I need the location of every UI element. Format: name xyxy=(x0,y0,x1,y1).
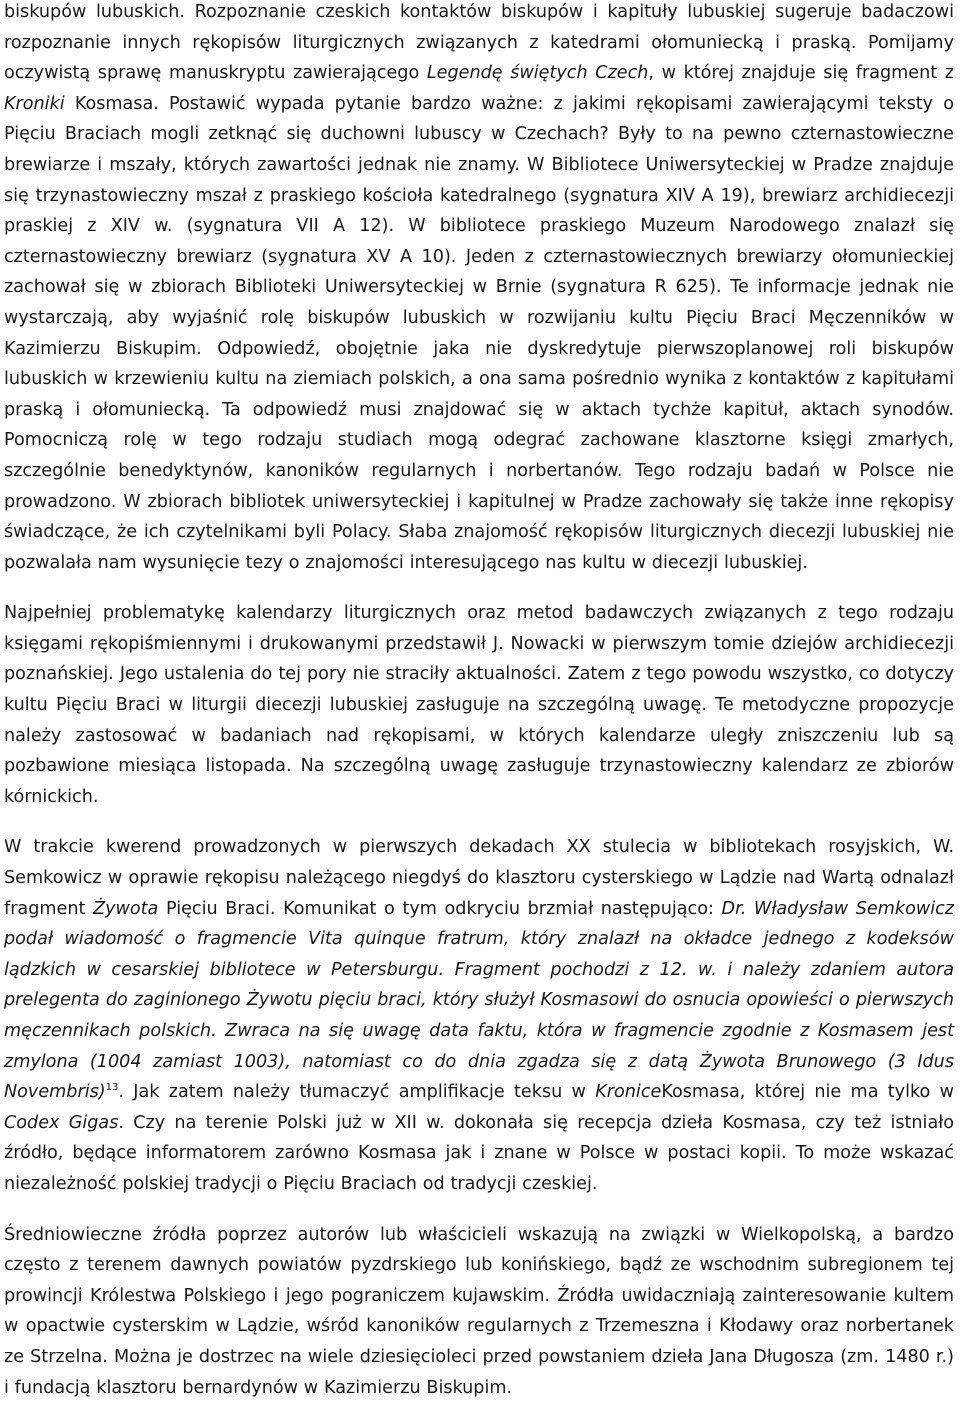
body-text: biskupów lubuskich. Rozpoznanie czeskich kontaktów biskupów i kapituły lubuskiej sugeruje badaczowi rozpoznanie innych rękopisów liturgicznych związanych z katedrami ołomuniecką i praską. Pomijamy oczywistą sprawę manuskryptu zawierającego xyxy=(4,2,954,84)
body-text: Kosmasa. Postawić wypada pytanie bardzo ważne: z jakimi rękopisami zawierającymi teksty o Pięciu Braciach mogli zetknąć się duchowni lubuscy w Czechach? Były to na pewno czternastowieczne brewiarze i mszały, których zawartości jednak nie znamy. W Bibliotece Uniwersyteckiej w Pradze znajduje się trzynastowieczny mszał z praskiego kościoła katedralnego (sygnatura XIV A 19), brewiarz archidiecezji praskiej z XIV w. (sygnatura VII A 12). W bibliotece praskiego Muzeum Narodowego znalazł się czternastowieczny brewiarz (sygnatura XV A 10). Jeden z czternastowiecznych brewiarzy ołomunieckiej zachował się w zbiorach Biblioteki Uniwersyteckiej w Brnie (sygnatura R 625). Te informacje jednak nie wystarczają, aby wyjaśnić rolę biskupów lubuskich w rozwijaniu kultu Pięciu Braci Męczenników w Kazimierzu Biskupim. Odpowiedź, obojętnie jaka nie dyskredytuje pierwszoplanowej roli biskupów lubuskich w krzewieniu kultu na ziemiach polskich, a ona sama pośrednio wynika z kontaktów z kapitułami praską i ołomuniecką. Ta odpowiedź musi znajdować się w aktach tychże kapituł, aktach synodów. Pomocniczą rolę w tego rodzaju studiach mogą odegrać zachowane klasztorne księgi zmarłych, szczególnie benedyktynów, kanoników regularnych i norbertanów. Tego rodzaju badań w Polsce nie prowadzono. W zbiorach bibliotek uniwersyteckiej i kapitulnej w Pradze zachowały się także inne rękopisy świadczące, że ich czytelnikami byli Polacy. Słaba znajomość rękopisów liturgicznych diecezji lubuskiej nie pozwalała nam wysunięcie tezy o znajomości interesującego nas kultu w diecezji lubuskiej. xyxy=(4,93,954,573)
body-text: . Jak zatem należy tłumaczyć amplifikacje teksu w xyxy=(118,1082,596,1103)
paragraph xyxy=(4,1220,954,1403)
body-text: . Czy na terenie Polski już w XII w. dokonała się recepcja dzieła Kosmasa, czy też istniało źródło, będące informatorem zarówno Kosmasa jak i znane w Polsce w postaci kopii. To może wskazać niezależność polskiej tradycji o Pięciu Braciach od tradycji czeskiej. xyxy=(4,1112,954,1194)
italic-text: Legendę świętych Czech xyxy=(426,63,649,84)
italic-text: Kronice xyxy=(595,1082,662,1103)
body-text: Pięciu Braci. Komunikat o tym odkryciu brzmiał następująco: xyxy=(158,898,722,919)
italic-text: Kroniki xyxy=(4,93,65,114)
body-text: Średniowieczne źródła poprzez autorów lub właścicieli wskazują na związki w Wielkopolską, a bardzo często z terenem dawnych powiatów pyzdrskiego lub konińskiego, bądź ze wschodnim subregionem tej prowincji Królestwa Polskiego i jego pograniczem kujawskim. Źródła uwidaczniają zainteresowanie kultem w opactwie cysterskim w Lądzie, wśród kanoników regularnych z Trzemeszna i Kłodawy oraz norbertanek ze Strzelna. Można je dostrzec na wiele dziesięcioleci przed powstaniem dzieła Jana Długosza (zm. 1480 r.) i fundacją klasztoru bernardynów w Kazimierzu Biskupim. xyxy=(4,1224,954,1398)
document-page xyxy=(4,0,954,1403)
body-text: Najpełniej problematykę kalendarzy liturgicznych oraz metod badawczych związanych z tego rodzaju księgami rękopiśmiennymi i drukowanymi przedstawił J. Nowacki w pierwszym tomie dziejów archidiecezji poznańskiej. Jego ustalenia do tej pory nie straciły aktualności. Zatem z tego powodu wszystko, co dotyczy kultu Pięciu Braci w liturgii diecezji lubuskiej zasługuje na szczególną uwagę. Te metodyczne propozycje należy zastosować w badaniach nad rękopisami, w których kalendarze uległy zniszczeniu lub są pozbawione miesiąca listopada. Na szczególną uwagę zasługuje trzynastowieczny kalendarz ze zbiorów kórnickich. xyxy=(4,603,954,807)
paragraph xyxy=(4,832,954,1199)
body-text: Kosmasa, której nie ma tylko w xyxy=(661,1082,954,1103)
italic-text: Żywota xyxy=(93,898,159,919)
paragraph xyxy=(4,0,954,578)
body-text: , w której znajduje się fragment z xyxy=(648,63,954,84)
body-text: W trakcie kwerend prowadzonych w pierwszych dekadach XX stulecia w bibliotekach rosyjskich, W. Semkowicz w oprawie rękopisu należącego niegdyś do klasztoru cysterskiego w Lądzie nad Wartą odnalazł fragment xyxy=(4,837,954,919)
italic-text: Dr. Władysław Semkowicz podał wiadomość o fragmencie Vita quinque fratrum, który znalazł na okładce jednego z kodeksów lądzkich w cesarskiej bibliotece w Petersburgu. Fragment pochodzi z 12. w. i należy zdaniem autora prelegenta do zaginionego Żywotu pięciu braci, który służył Kosmasowi do osnucia opowieści o pierwszych męczennikach polskich. Zwraca na się uwagę data faktu, która w fragmencie zgodnie z Kosmasem jest zmylona (1004 zamiast 1003), natomiast co do dnia zgadza się z datą Żywota Brunowego (3 Idus Novembris) xyxy=(4,898,955,1103)
italic-text: Codex Gigas xyxy=(4,1112,119,1133)
footnote-reference: 13 xyxy=(105,1082,119,1094)
paragraph xyxy=(4,598,954,812)
